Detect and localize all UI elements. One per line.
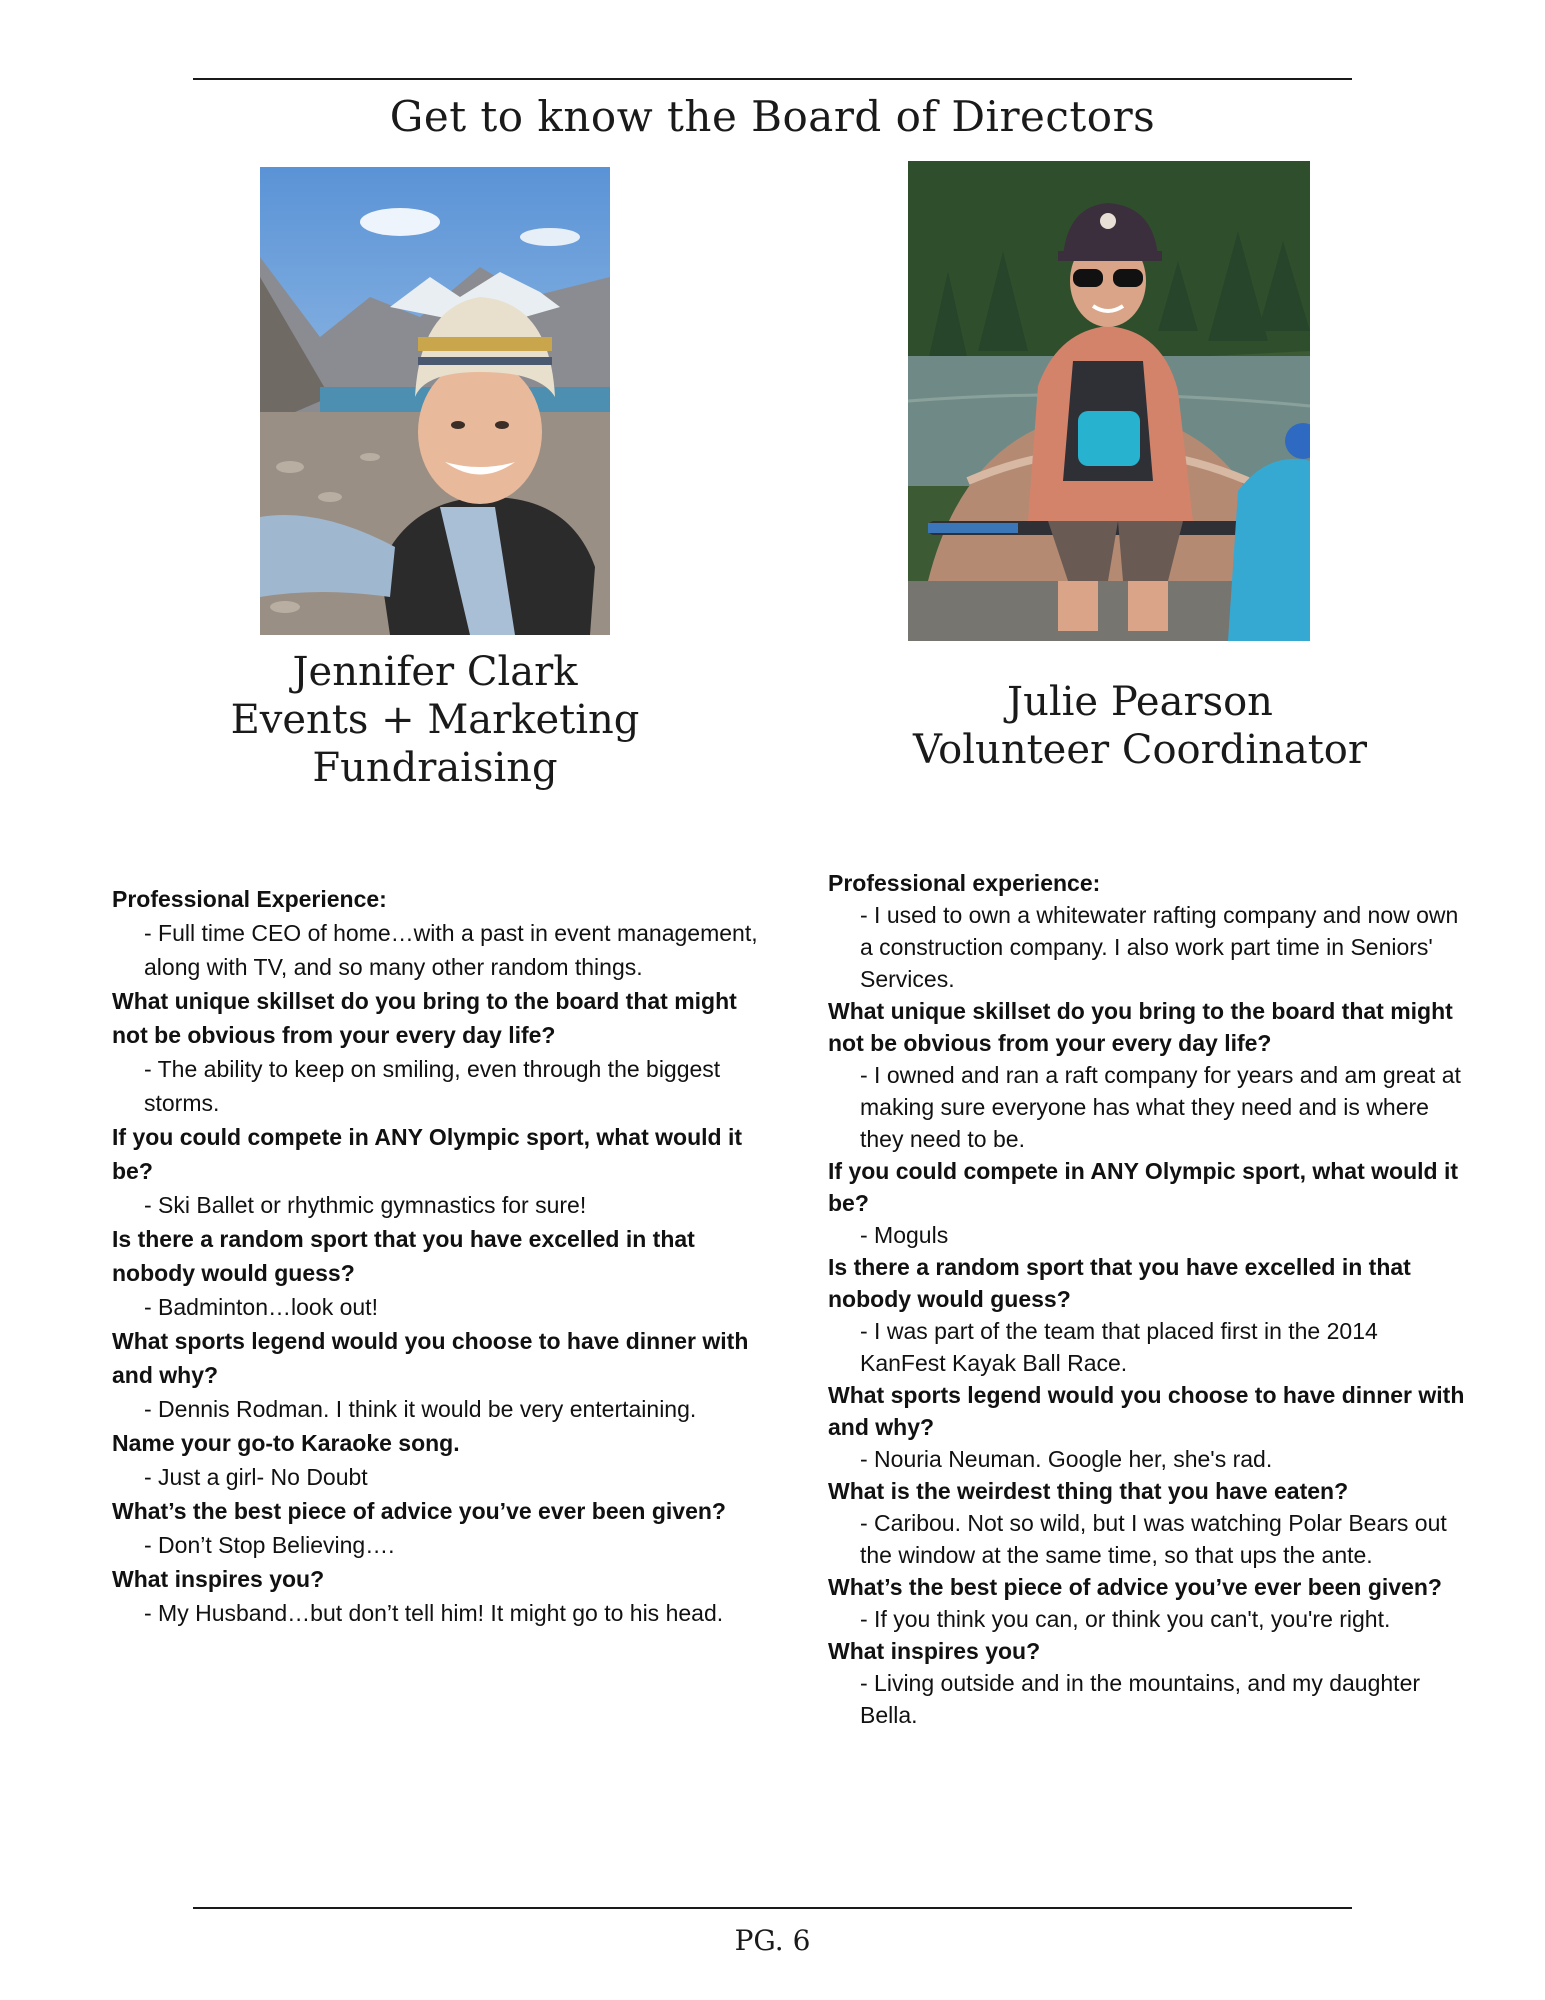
question: What sports legend would you choose to have dinner with and why? xyxy=(828,1382,1465,1440)
answer: - My Husband…but don’t tell him! It might go to his head. xyxy=(144,1600,724,1626)
question: What’s the best piece of advice you’ve ever been given? xyxy=(828,1574,1442,1600)
answer: - Dennis Rodman. I think it would be very entertaining. xyxy=(144,1396,697,1422)
answer: - Badminton…look out! xyxy=(144,1294,378,1320)
person-role-line: Volunteer Coordinator xyxy=(912,727,1368,773)
person-caption-julie xyxy=(870,678,1410,774)
question: What inspires you? xyxy=(112,1566,325,1592)
question: Professional experience: xyxy=(828,870,1101,896)
top-divider xyxy=(193,78,1352,80)
question: If you could compete in ANY Olympic sport, what would it be? xyxy=(828,1158,1458,1216)
answer: - I was part of the team that placed first in the 2014 KanFest Kayak Ball Race. xyxy=(860,1318,1378,1376)
answer: - Caribou. Not so wild, but I was watching Polar Bears out the window at the same time, so that ups the ante. xyxy=(860,1510,1447,1568)
answer: - Living outside and in the mountains, and my daughter Bella. xyxy=(860,1670,1421,1728)
question: Is there a random sport that you have excelled in that nobody would guess? xyxy=(828,1254,1411,1312)
answer: - Just a girl- No Doubt xyxy=(144,1464,368,1490)
answer: - Nouria Neuman. Google her, she's rad. xyxy=(860,1446,1273,1472)
question: Name your go-to Karaoke song. xyxy=(112,1430,460,1456)
person-role-line: Fundraising xyxy=(312,745,558,791)
page-number: PG. 6 xyxy=(734,1924,811,1957)
answer: - Don’t Stop Believing…. xyxy=(144,1532,395,1558)
question: What sports legend would you choose to have dinner with and why? xyxy=(112,1328,749,1388)
answer: - Full time CEO of home…with a past in event management, along with TV, and so many other random things. xyxy=(144,920,758,980)
person-role-line: Events + Marketing xyxy=(230,697,640,743)
answer: - I used to own a whitewater rafting company and now own a construction company. I also work part time in Seniors' Services. xyxy=(860,902,1459,992)
answer: - The ability to keep on smiling, even through the biggest storms. xyxy=(144,1056,721,1116)
question: What is the weirdest thing that you have eaten? xyxy=(828,1478,1349,1504)
answer: - Moguls xyxy=(860,1222,949,1248)
qa-section-julie xyxy=(828,867,1468,1731)
question: Professional Experience: xyxy=(112,886,387,912)
bottom-divider xyxy=(193,1907,1352,1909)
question: What inspires you? xyxy=(828,1638,1041,1664)
qa-section-jennifer xyxy=(112,882,767,1630)
selfie-photo-mountain-lake xyxy=(260,167,610,635)
question: Is there a random sport that you have excelled in that nobody would guess? xyxy=(112,1226,695,1286)
question: What’s the best piece of advice you’ve ever been given? xyxy=(112,1498,726,1524)
question: What unique skillset do you bring to the board that might not be obvious from your every day life? xyxy=(828,998,1453,1056)
answer: - I owned and ran a raft company for years and am great at making sure everyone has what they need and is where they need to be. xyxy=(860,1062,1461,1152)
answer: - If you think you can, or think you can't, you're right. xyxy=(860,1606,1391,1632)
rafting-photo-river xyxy=(908,161,1310,641)
page-title: Get to know the Board of Directors xyxy=(389,92,1156,141)
question: If you could compete in ANY Olympic sport, what would it be? xyxy=(112,1124,742,1184)
person-name: Julie Pearson xyxy=(1007,679,1273,725)
person-name: Jennifer Clark xyxy=(292,649,578,695)
person-caption-jennifer xyxy=(200,648,670,792)
question: What unique skillset do you bring to the board that might not be obvious from your every day life? xyxy=(112,988,737,1048)
answer: - Ski Ballet or rhythmic gymnastics for sure! xyxy=(144,1192,587,1218)
